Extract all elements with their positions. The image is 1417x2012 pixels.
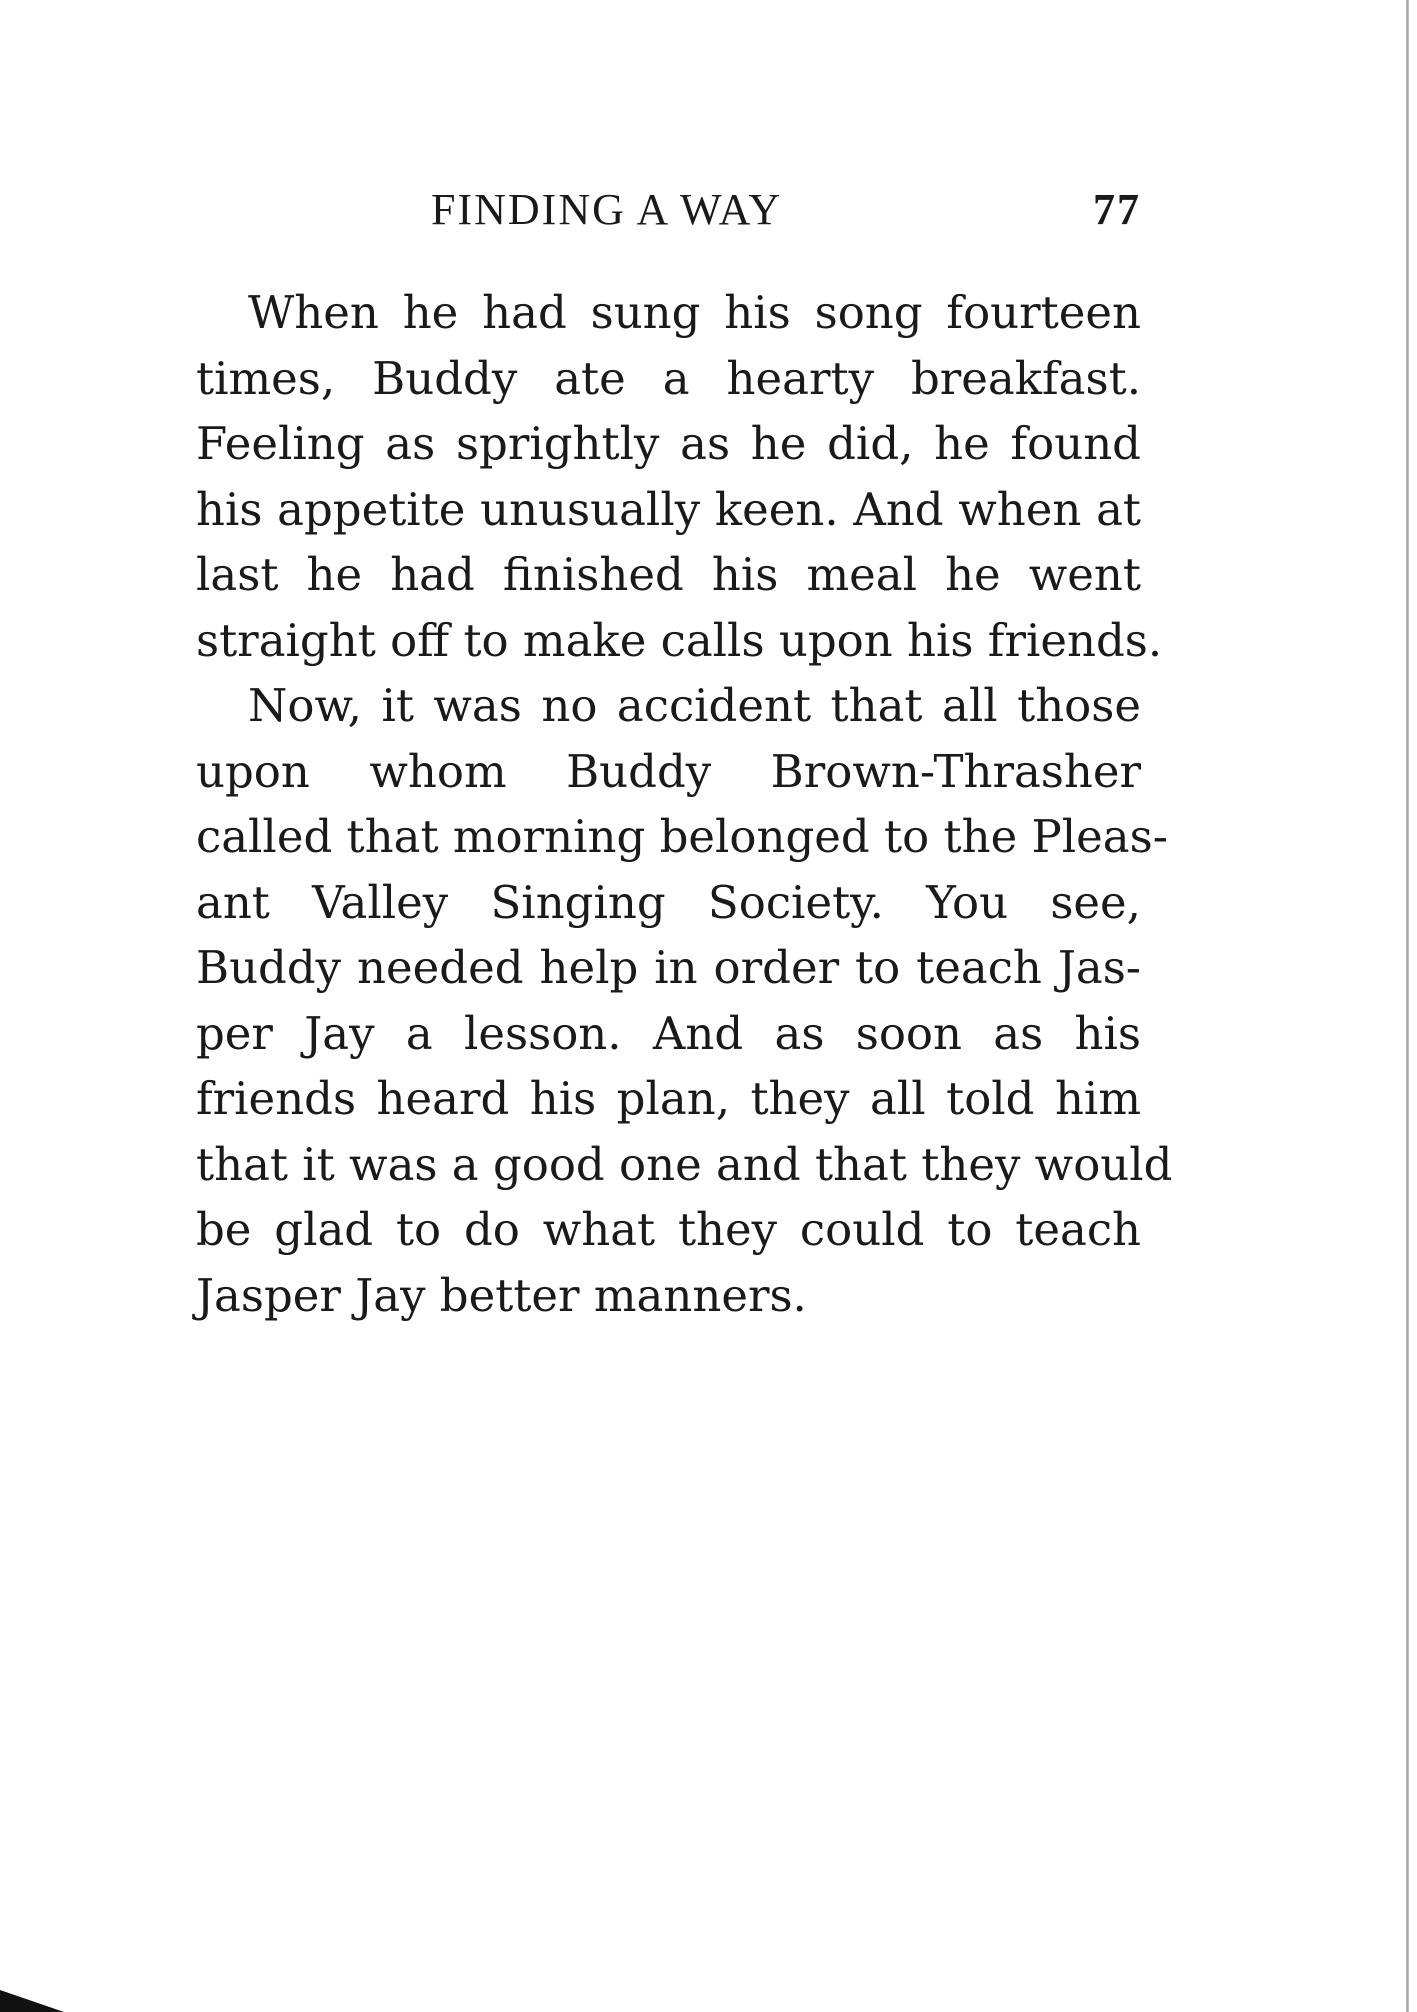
text-line: times, Buddy ate a hearty breakfast.: [196, 351, 1141, 405]
text-line: Now, it was no accident that all those: [248, 679, 1141, 732]
text-line: When he had sung his song fourteen: [248, 286, 1141, 339]
text-line: upon whom Buddy Brown-Thrasher: [196, 744, 1141, 798]
page-edge: [1406, 0, 1409, 2012]
running-head: [196, 184, 1141, 244]
text-line: Feeling as sprightly as he did, he found: [196, 417, 1141, 470]
text-line: friends heard his plan, they all told him: [196, 1072, 1141, 1125]
text-line: per Jay a lesson. And as soon as his: [196, 1006, 1141, 1060]
text-line: last he had finished his meal he went: [196, 548, 1141, 601]
text-line: Jasper Jay better manners.: [196, 1268, 807, 1322]
page-number: 77: [1093, 185, 1141, 234]
text-line: called that morning belonged to the Pleas-: [196, 810, 1168, 863]
scan-corner-mark: [0, 1990, 64, 2012]
running-title: FINDING A WAY: [431, 185, 783, 234]
text-line: that it was a good one and that they would: [196, 1137, 1173, 1191]
text-line: his appetite unusually keen. And when at: [196, 482, 1141, 536]
text-line: Buddy needed help in order to teach Jas-: [196, 941, 1141, 994]
body-text: [196, 280, 1173, 1328]
text-line: be glad to do what they could to teach: [196, 1203, 1141, 1256]
text-line: ant Valley Singing Society. You see,: [196, 875, 1141, 929]
text-line: straight off to make calls upon his friends.: [196, 613, 1163, 667]
